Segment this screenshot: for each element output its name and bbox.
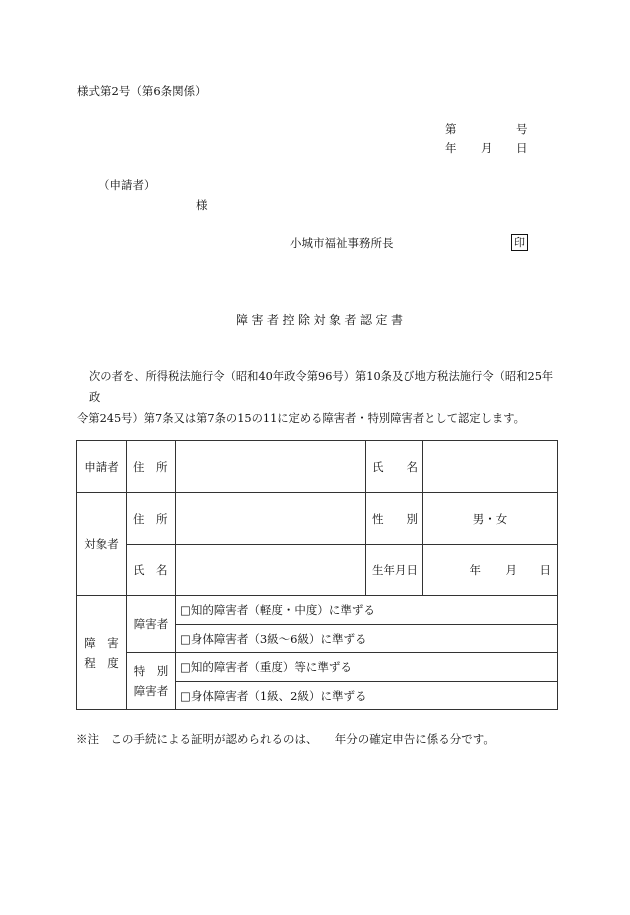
option-intellectual-mild[interactable]: □知的障害者（軽度・中度）に準ずる bbox=[176, 596, 558, 625]
body-line-2: 令第245号）第7条又は第7条の15の11に定める障害者・特別障害者として認定します。 bbox=[77, 412, 525, 425]
table-row bbox=[77, 545, 558, 596]
certification-table bbox=[76, 440, 558, 710]
disability-degree-line-1: 障 害 bbox=[84, 635, 119, 650]
disabled-header: 障害者 bbox=[127, 596, 176, 653]
disability-degree-line-2: 程 度 bbox=[84, 655, 119, 670]
applicant-label: （申請者） bbox=[98, 178, 156, 192]
applicant-address-field[interactable] bbox=[176, 441, 366, 493]
body-paragraph bbox=[77, 366, 557, 429]
date-month: 月 bbox=[481, 141, 493, 155]
table-row bbox=[77, 493, 558, 545]
applicant-address-label: 住 所 bbox=[127, 441, 176, 493]
subject-name-label: 氏 名 bbox=[127, 545, 176, 596]
form-number: 様式第2号（第6条関係） bbox=[77, 84, 207, 98]
table-row bbox=[77, 596, 558, 625]
subject-gender-value[interactable]: 男・女 bbox=[423, 493, 558, 545]
applicant-name-label: 氏 名 bbox=[366, 441, 423, 493]
birth-year-label: 年 bbox=[469, 563, 481, 577]
date-year: 年 bbox=[445, 141, 457, 155]
option-intellectual-severe[interactable]: □知的障害者（重度）等に準ずる bbox=[176, 653, 558, 682]
issuer-name: 小城市福祉事務所長 bbox=[290, 236, 394, 250]
special-line-2: 障害者 bbox=[133, 684, 169, 698]
subject-name-field[interactable] bbox=[176, 545, 366, 596]
footnote: ※注 この手続による証明が認められるのは、 年分の確定申告に係る分です。 bbox=[76, 732, 495, 746]
subject-gender-label: 性 別 bbox=[366, 493, 423, 545]
birth-month-label: 月 bbox=[505, 563, 517, 577]
subject-header: 対象者 bbox=[77, 493, 127, 596]
subject-address-label: 住 所 bbox=[127, 493, 176, 545]
document-title: 障害者控除対象者認定書 bbox=[236, 313, 407, 327]
number-prefix: 第 bbox=[445, 122, 457, 136]
option-physical-3-6[interactable]: □身体障害者（3級～6級）に準ずる bbox=[176, 625, 558, 653]
table-row bbox=[77, 653, 558, 682]
special-line-1: 特 別 bbox=[133, 664, 169, 678]
table-row bbox=[77, 441, 558, 493]
date-day: 日 bbox=[516, 141, 528, 155]
subject-birthdate-field[interactable] bbox=[423, 545, 558, 596]
disability-degree-header bbox=[77, 596, 127, 710]
subject-birthdate-label: 生年月日 bbox=[366, 545, 423, 596]
applicant-name-field[interactable] bbox=[423, 441, 558, 493]
option-physical-1-2[interactable]: □身体障害者（1級、2級）に準ずる bbox=[176, 682, 558, 710]
number-suffix: 号 bbox=[516, 122, 528, 136]
applicant-header: 申請者 bbox=[77, 441, 127, 493]
subject-address-field[interactable] bbox=[176, 493, 366, 545]
body-line-1: 次の者を、所得税法施行令（昭和40年政令第96号）第10条及び地方税法施行令（昭和25年政 bbox=[89, 370, 554, 404]
honorific: 様 bbox=[196, 198, 208, 212]
seal-stamp: 印 bbox=[511, 234, 528, 251]
special-disabled-header bbox=[127, 653, 176, 710]
birth-day-label: 日 bbox=[539, 563, 551, 577]
